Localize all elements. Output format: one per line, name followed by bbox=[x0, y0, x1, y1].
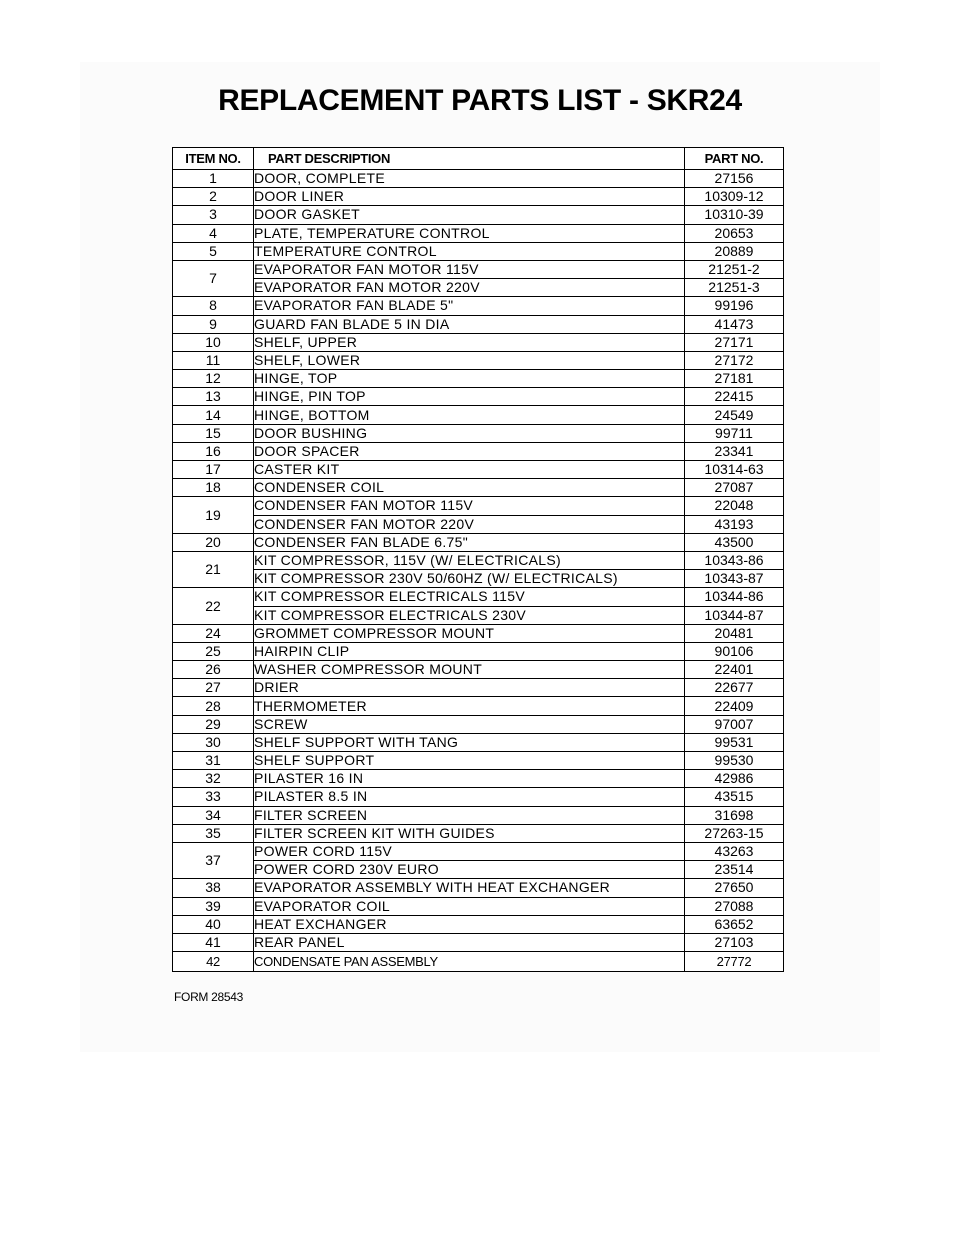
item-number-cell: 5 bbox=[173, 242, 254, 260]
part-description-cell: KIT COMPRESSOR, 115V (W/ ELECTRICALS) bbox=[254, 551, 685, 569]
item-number-cell: 41 bbox=[173, 933, 254, 951]
item-number-cell: 42 bbox=[173, 952, 254, 972]
item-number-cell: 28 bbox=[173, 697, 254, 715]
table-row bbox=[173, 260, 784, 278]
part-number-cell: 97007 bbox=[685, 715, 784, 733]
part-description-cell: DOOR SPACER bbox=[254, 442, 685, 460]
table-row bbox=[173, 188, 784, 206]
table-row bbox=[173, 770, 784, 788]
table-row bbox=[173, 879, 784, 897]
part-description-cell: KIT COMPRESSOR ELECTRICALS 115V bbox=[254, 588, 685, 606]
part-description-cell: DOOR BUSHING bbox=[254, 424, 685, 442]
item-number-cell: 14 bbox=[173, 406, 254, 424]
page-title: REPLACEMENT PARTS LIST - SKR24 bbox=[218, 84, 742, 117]
item-number-cell: 39 bbox=[173, 897, 254, 915]
part-number-cell: 22401 bbox=[685, 661, 784, 679]
part-description-cell: POWER CORD 115V bbox=[254, 842, 685, 860]
part-description-cell: EVAPORATOR ASSEMBLY WITH HEAT EXCHANGER bbox=[254, 879, 685, 897]
table-row bbox=[173, 515, 784, 533]
table-row bbox=[173, 242, 784, 260]
part-description-cell: DOOR, COMPLETE bbox=[254, 170, 685, 188]
part-number-cell: 20653 bbox=[685, 224, 784, 242]
item-number-cell: 20 bbox=[173, 533, 254, 551]
table-row bbox=[173, 806, 784, 824]
table-row bbox=[173, 206, 784, 224]
part-description-cell: REAR PANEL bbox=[254, 933, 685, 951]
item-number-cell: 33 bbox=[173, 788, 254, 806]
part-number-cell: 99711 bbox=[685, 424, 784, 442]
part-number-cell: 41473 bbox=[685, 315, 784, 333]
table-row bbox=[173, 224, 784, 242]
part-description-cell: CONDENSER FAN MOTOR 220V bbox=[254, 515, 685, 533]
item-number-cell: 2 bbox=[173, 188, 254, 206]
table-row bbox=[173, 551, 784, 569]
item-number-cell: 3 bbox=[173, 206, 254, 224]
table-row bbox=[173, 624, 784, 642]
table-row bbox=[173, 861, 784, 879]
part-description-cell: SHELF SUPPORT bbox=[254, 752, 685, 770]
item-number-cell: 35 bbox=[173, 824, 254, 842]
parts-table-body bbox=[173, 170, 784, 972]
table-header-row bbox=[173, 148, 784, 170]
part-number-cell: 27103 bbox=[685, 933, 784, 951]
table-row bbox=[173, 588, 784, 606]
part-number-cell: 27263-15 bbox=[685, 824, 784, 842]
part-description-cell: DOOR LINER bbox=[254, 188, 685, 206]
part-description-cell: CONDENSER FAN MOTOR 115V bbox=[254, 497, 685, 515]
table-row bbox=[173, 170, 784, 188]
part-description-cell: EVAPORATOR FAN MOTOR 115V bbox=[254, 260, 685, 278]
item-number-cell: 27 bbox=[173, 679, 254, 697]
table-row bbox=[173, 297, 784, 315]
table-row bbox=[173, 424, 784, 442]
table-row bbox=[173, 606, 784, 624]
part-description-cell: EVAPORATOR FAN MOTOR 220V bbox=[254, 279, 685, 297]
item-number-cell: 8 bbox=[173, 297, 254, 315]
part-number-cell: 27087 bbox=[685, 479, 784, 497]
parts-table bbox=[172, 147, 784, 972]
part-number-cell: 99531 bbox=[685, 733, 784, 751]
part-number-cell: 43515 bbox=[685, 788, 784, 806]
table-row bbox=[173, 715, 784, 733]
part-number-cell: 22415 bbox=[685, 388, 784, 406]
table-row bbox=[173, 733, 784, 751]
item-number-cell: 38 bbox=[173, 879, 254, 897]
part-number-cell: 42986 bbox=[685, 770, 784, 788]
part-number-cell: 27171 bbox=[685, 333, 784, 351]
table-row bbox=[173, 952, 784, 972]
part-number-cell: 43263 bbox=[685, 842, 784, 860]
part-number-cell: 10343-87 bbox=[685, 570, 784, 588]
part-number-cell: 23514 bbox=[685, 861, 784, 879]
part-number-cell: 99196 bbox=[685, 297, 784, 315]
part-number-cell: 10344-87 bbox=[685, 606, 784, 624]
part-description-cell: PILASTER 8.5 IN bbox=[254, 788, 685, 806]
part-number-cell: 10310-39 bbox=[685, 206, 784, 224]
table-row bbox=[173, 442, 784, 460]
part-description-cell: SHELF, LOWER bbox=[254, 351, 685, 369]
table-row bbox=[173, 661, 784, 679]
part-description-cell: CONDENSER FAN BLADE 6.75" bbox=[254, 533, 685, 551]
item-number-cell: 9 bbox=[173, 315, 254, 333]
table-row bbox=[173, 897, 784, 915]
part-number-cell: 22677 bbox=[685, 679, 784, 697]
part-description-cell: HINGE, TOP bbox=[254, 370, 685, 388]
part-description-cell: HAIRPIN CLIP bbox=[254, 642, 685, 660]
item-number-cell: 17 bbox=[173, 461, 254, 479]
table-row bbox=[173, 479, 784, 497]
part-number-cell: 10309-12 bbox=[685, 188, 784, 206]
table-row bbox=[173, 824, 784, 842]
table-row bbox=[173, 915, 784, 933]
part-description-cell: GUARD FAN BLADE 5 IN DIA bbox=[254, 315, 685, 333]
part-number-cell: 31698 bbox=[685, 806, 784, 824]
part-description-cell: DOOR GASKET bbox=[254, 206, 685, 224]
table-row bbox=[173, 697, 784, 715]
part-description-cell: TEMPERATURE CONTROL bbox=[254, 242, 685, 260]
table-row bbox=[173, 933, 784, 951]
part-description-cell: SCREW bbox=[254, 715, 685, 733]
part-description-cell: CASTER KIT bbox=[254, 461, 685, 479]
part-number-cell: 27088 bbox=[685, 897, 784, 915]
table-row bbox=[173, 679, 784, 697]
item-number-cell: 37 bbox=[173, 842, 254, 878]
part-number-cell: 90106 bbox=[685, 642, 784, 660]
table-row bbox=[173, 752, 784, 770]
item-number-cell: 22 bbox=[173, 588, 254, 624]
part-description-cell: KIT COMPRESSOR ELECTRICALS 230V bbox=[254, 606, 685, 624]
item-number-cell: 21 bbox=[173, 551, 254, 587]
part-description-cell: SHELF, UPPER bbox=[254, 333, 685, 351]
table-row bbox=[173, 533, 784, 551]
item-number-cell: 30 bbox=[173, 733, 254, 751]
part-description-cell: KIT COMPRESSOR 230V 50/60HZ (W/ ELECTRICALS) bbox=[254, 570, 685, 588]
part-number-cell: 63652 bbox=[685, 915, 784, 933]
table-row bbox=[173, 279, 784, 297]
item-number-cell: 34 bbox=[173, 806, 254, 824]
part-number-cell: 20481 bbox=[685, 624, 784, 642]
part-description-cell: CONDENSATE PAN ASSEMBLY bbox=[254, 952, 685, 972]
item-number-cell: 25 bbox=[173, 642, 254, 660]
part-number-cell: 10343-86 bbox=[685, 551, 784, 569]
column-header-part-description: PART DESCRIPTION bbox=[254, 148, 685, 170]
part-number-cell: 43193 bbox=[685, 515, 784, 533]
part-description-cell: WASHER COMPRESSOR MOUNT bbox=[254, 661, 685, 679]
part-description-cell: HINGE, PIN TOP bbox=[254, 388, 685, 406]
part-description-cell: EVAPORATOR FAN BLADE 5" bbox=[254, 297, 685, 315]
part-number-cell: 21251-2 bbox=[685, 260, 784, 278]
item-number-cell: 24 bbox=[173, 624, 254, 642]
part-number-cell: 99530 bbox=[685, 752, 784, 770]
part-number-cell: 27772 bbox=[685, 952, 784, 972]
part-description-cell: HINGE, BOTTOM bbox=[254, 406, 685, 424]
part-description-cell: PLATE, TEMPERATURE CONTROL bbox=[254, 224, 685, 242]
item-number-cell: 12 bbox=[173, 370, 254, 388]
table-row bbox=[173, 351, 784, 369]
part-number-cell: 22048 bbox=[685, 497, 784, 515]
part-number-cell: 27172 bbox=[685, 351, 784, 369]
item-number-cell: 15 bbox=[173, 424, 254, 442]
part-number-cell: 22409 bbox=[685, 697, 784, 715]
item-number-cell: 29 bbox=[173, 715, 254, 733]
item-number-cell: 1 bbox=[173, 170, 254, 188]
part-number-cell: 27156 bbox=[685, 170, 784, 188]
table-row bbox=[173, 788, 784, 806]
part-description-cell: POWER CORD 230V EURO bbox=[254, 861, 685, 879]
item-number-cell: 10 bbox=[173, 333, 254, 351]
part-number-cell: 43500 bbox=[685, 533, 784, 551]
part-description-cell: DRIER bbox=[254, 679, 685, 697]
part-description-cell: FILTER SCREEN bbox=[254, 806, 685, 824]
part-number-cell: 10314-63 bbox=[685, 461, 784, 479]
table-row bbox=[173, 842, 784, 860]
item-number-cell: 32 bbox=[173, 770, 254, 788]
part-description-cell: FILTER SCREEN KIT WITH GUIDES bbox=[254, 824, 685, 842]
column-header-item-no: ITEM NO. bbox=[173, 148, 254, 170]
part-number-cell: 21251-3 bbox=[685, 279, 784, 297]
column-header-part-no: PART NO. bbox=[685, 148, 784, 170]
table-row bbox=[173, 315, 784, 333]
part-number-cell: 27181 bbox=[685, 370, 784, 388]
table-row bbox=[173, 461, 784, 479]
part-number-cell: 10344-86 bbox=[685, 588, 784, 606]
item-number-cell: 40 bbox=[173, 915, 254, 933]
item-number-cell: 11 bbox=[173, 351, 254, 369]
item-number-cell: 16 bbox=[173, 442, 254, 460]
part-number-cell: 20889 bbox=[685, 242, 784, 260]
part-description-cell: CONDENSER COIL bbox=[254, 479, 685, 497]
table-row bbox=[173, 370, 784, 388]
item-number-cell: 26 bbox=[173, 661, 254, 679]
form-number: FORM 28543 bbox=[174, 990, 244, 1004]
table-row bbox=[173, 642, 784, 660]
part-description-cell: THERMOMETER bbox=[254, 697, 685, 715]
part-description-cell: EVAPORATOR COIL bbox=[254, 897, 685, 915]
part-description-cell: SHELF SUPPORT WITH TANG bbox=[254, 733, 685, 751]
part-description-cell: GROMMET COMPRESSOR MOUNT bbox=[254, 624, 685, 642]
table-row bbox=[173, 333, 784, 351]
part-description-cell: PILASTER 16 IN bbox=[254, 770, 685, 788]
part-number-cell: 24549 bbox=[685, 406, 784, 424]
item-number-cell: 13 bbox=[173, 388, 254, 406]
item-number-cell: 7 bbox=[173, 260, 254, 296]
table-row bbox=[173, 388, 784, 406]
table-row bbox=[173, 406, 784, 424]
table-row bbox=[173, 570, 784, 588]
item-number-cell: 19 bbox=[173, 497, 254, 533]
item-number-cell: 4 bbox=[173, 224, 254, 242]
table-row bbox=[173, 497, 784, 515]
part-number-cell: 27650 bbox=[685, 879, 784, 897]
part-description-cell: HEAT EXCHANGER bbox=[254, 915, 685, 933]
item-number-cell: 18 bbox=[173, 479, 254, 497]
part-number-cell: 23341 bbox=[685, 442, 784, 460]
item-number-cell: 31 bbox=[173, 752, 254, 770]
